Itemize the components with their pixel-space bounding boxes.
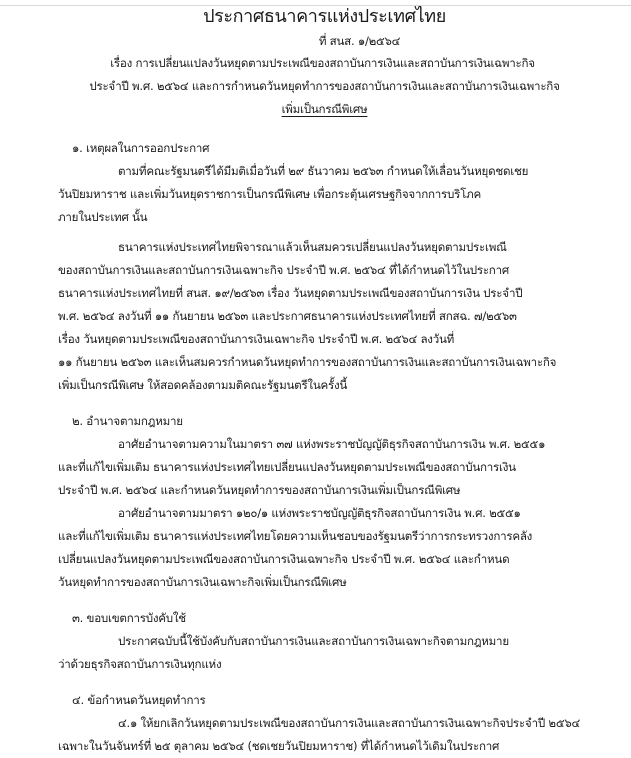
document-subject [58, 52, 591, 121]
text-line: วันหยุดทำการของสถาบันการเงินเฉพาะกิจเพิ่มเป็นกรณีพิเศษ [58, 575, 347, 589]
paragraph [58, 160, 591, 229]
text-line: ๔.๑ ให้ยกเลิกวันหยุดตามประเพณีของสถาบันการเงินและสถาบันการเงินเฉพาะกิจประจำปี ๒๕๖๔ [118, 716, 580, 730]
text-line: ว่าด้วยธุรกิจสถาบันการเงินทุกแห่ง [58, 657, 222, 671]
text-line: ธนาคารแห่งประเทศไทยที่ สนส. ๑๙/๒๕๖๓ เรื่อง วันหยุดตามประเพณีของสถาบันการเงิน ประจำปี [58, 286, 523, 300]
text-line: เฉพาะในวันจันทร์ที่ ๒๕ ตุลาคม ๒๕๖๔ (ชดเชยวันปิยมหาราช) ที่ได้กำหนดไว้เดิมในประกาศ [58, 739, 500, 753]
text-line: ตามที่คณะรัฐมนตรีได้มีมติเมื่อวันที่ ๒๙ ธันวาคม ๒๕๖๓ กำหนดให้เลื่อนวันหยุดชดเชย [118, 164, 529, 178]
document-number: ที่ สนส. ๑/๒๕๖๔ [318, 34, 401, 48]
paragraph [58, 630, 591, 676]
section-holiday-provisions [58, 689, 591, 758]
section-heading: ๑. เหตุผลในการออกประกาศ [72, 141, 210, 155]
text-line: ประจำปี พ.ศ. ๒๕๖๔ และกำหนดวันหยุดทำการของสถาบันการเงินเพิ่มเป็นกรณีพิเศษ [58, 483, 461, 497]
paragraph [58, 433, 591, 502]
announcement-page [0, 5, 631, 753]
paragraph [58, 712, 591, 758]
text-line: เรื่อง วันหยุดตามประเพณีของสถาบันการเงินเฉพาะกิจ ประจำปี พ.ศ. ๒๕๖๔ ลงวันที่ [58, 332, 455, 346]
section-scope [58, 607, 591, 676]
text-line: และที่แก้ไขเพิ่มเติม ธนาคารแห่งประเทศไทยเปลี่ยนแปลงวันหยุดตามประเพณีของสถาบันการเงิน [58, 460, 516, 474]
text-line: ของสถาบันการเงินและสถาบันการเงินเฉพาะกิจ ประจำปี พ.ศ. ๒๕๖๔ ที่ได้กำหนดไว้ในประกาศ [58, 263, 509, 277]
document-title: ประกาศธนาคารแห่งประเทศไทย [203, 6, 446, 27]
text-line: อาศัยอำนาจตามมาตรา ๑๒๐/๑ แห่งพระราชบัญญัติธุรกิจสถาบันการเงิน พ.ศ. ๒๕๕๑ [118, 506, 521, 520]
text-line: อาศัยอำนาจตามความในมาตรา ๓๗ แห่งพระราชบัญญัติธุรกิจสถาบันการเงิน พ.ศ. ๒๕๕๑ [118, 437, 546, 451]
paragraph [58, 236, 591, 397]
section-reasons [58, 137, 591, 397]
text-line: เพิ่มเป็นกรณีพิเศษ ให้สอดคล้องตามมติคณะรัฐมนตรีในครั้งนี้ [58, 378, 348, 392]
top-divider [0, 5, 631, 6]
section-legal-authority [58, 410, 591, 594]
text-line: และที่แก้ไขเพิ่มเติม ธนาคารแห่งประเทศไทยโดยความเห็นชอบของรัฐมนตรีว่าการกระทรวงการคลัง [58, 529, 533, 543]
text-line: ๑๑ กันยายน ๒๕๖๓ และเห็นสมควรกำหนดวันหยุดทำการของสถาบันการเงินและสถาบันการเงินเฉพาะกิจ [58, 355, 557, 369]
text-line: ธนาคารแห่งประเทศไทยพิจารณาแล้วเห็นสมควรเปลี่ยนแปลงวันหยุดตามประเพณี [118, 240, 507, 254]
subject-line: เพิ่มเป็นกรณีพิเศษ [281, 102, 368, 116]
text-line: ประกาศฉบับนี้ใช้บังคับกับสถาบันการเงินและสถาบันการเงินเฉพาะกิจตามกฎหมาย [118, 634, 509, 648]
text-line: วันปิยมหาราช และเพิ่มวันหยุดราชการเป็นกรณีพิเศษ เพื่อกระตุ้นเศรษฐกิจจากการบริโภค [58, 187, 481, 201]
subject-line: ประจำปี พ.ศ. ๒๕๖๔ และการกำหนดวันหยุดทำการของสถาบันการเงินและสถาบันการเงินเฉพาะกิจ [89, 79, 560, 93]
text-line: พ.ศ. ๒๕๖๔ ลงวันที่ ๑๑ กันยายน ๒๕๖๓ และประกาศธนาคารแห่งประเทศไทยที่ สกสฉ. ๗/๒๕๖๓ [58, 309, 517, 323]
text-line: ภายในประเทศ นั้น [58, 210, 148, 224]
section-heading: ๓. ขอบเขตการบังคับใช้ [72, 611, 186, 625]
section-heading: ๔. ข้อกำหนดวันหยุดทำการ [72, 693, 206, 707]
section-heading: ๒. อำนาจตามกฎหมาย [72, 414, 183, 428]
text-line: เปลี่ยนแปลงวันหยุดตามประเพณีของสถาบันการเงินเฉพาะกิจ ประจำปี พ.ศ. ๒๕๖๔ และกำหนด [58, 552, 510, 566]
subject-line: เรื่อง การเปลี่ยนแปลงวันหยุดตามประเพณีของสถาบันการเงินและสถาบันการเงินเฉพาะกิจ [110, 56, 535, 70]
paragraph [58, 502, 591, 594]
